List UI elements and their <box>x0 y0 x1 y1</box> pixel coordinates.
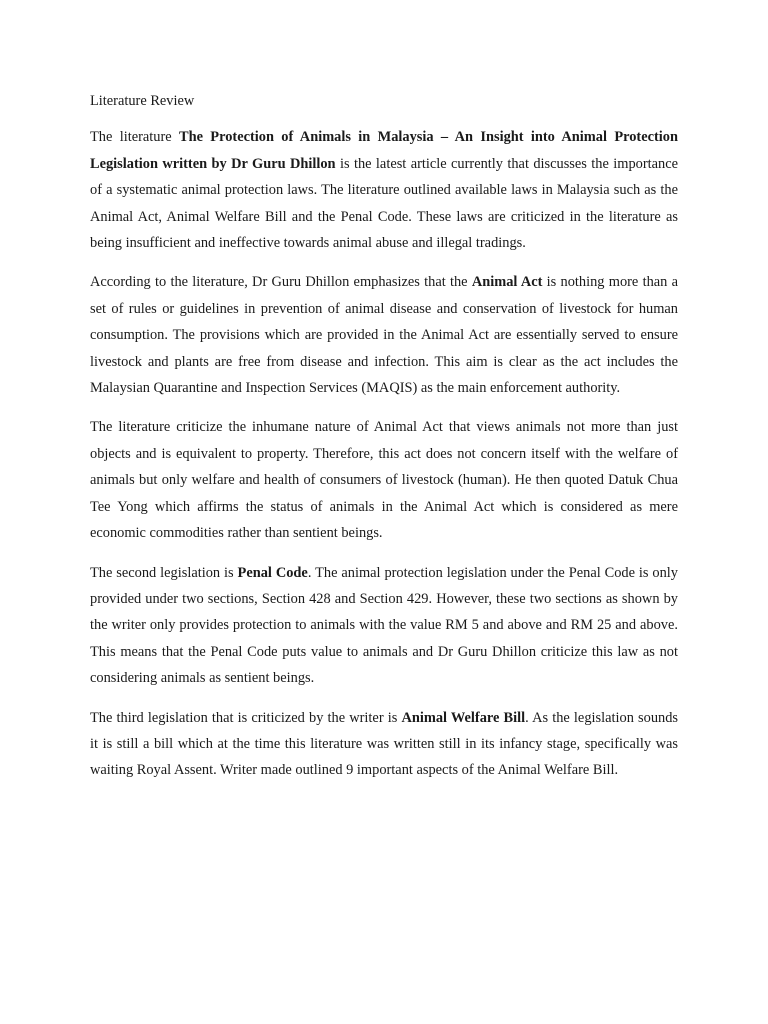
bold-term: Animal Act <box>471 274 543 291</box>
paragraph-1 <box>90 124 678 256</box>
paragraph-5 <box>90 705 678 784</box>
paragraph-text: The second legislation is <box>90 564 238 581</box>
paragraph-text: According to the literature, Dr Guru Dhillon emphasizes that the <box>90 274 472 291</box>
paragraph-4 <box>90 560 678 692</box>
paragraph-text: . The animal protection legislation under the Penal Code is only provided under two sections, Section 428 and Section 429. However, these two sections as shown by the writer only provides protection to animals with the value RM 5 and above and RM 25 and above. This means that the Penal Code puts value to animals and Dr Guru Dhillon criticize this law as not considering animals as sentient beings. <box>90 564 679 687</box>
article-title: The Protection of Animals in Malaysia – An Insight into Animal Protection Legislation written by Dr Guru Dhillon <box>90 129 678 172</box>
paragraph-text: is the latest article currently that discusses the importance of a systematic animal protection laws. The literature outlined available laws in Malaysia such as the Animal Act, Animal Welfare Bill and the Penal Code. These laws are criticized in the literature as being insufficient and ineffective towards animal abuse and illegal tradings. <box>90 155 678 252</box>
paragraph-2 <box>90 269 678 401</box>
document-heading: Literature Review <box>90 93 195 109</box>
document-body <box>90 88 678 797</box>
bold-term: Animal Welfare Bill <box>401 709 526 726</box>
paragraph-text: The literature criticize the inhumane nature of Animal Act that views animals not more than just objects and is equivalent to property. Therefore, this act does not concern itself with the welfare of animals but only welfare and health of consumers of livestock (human). He then quoted Datuk Chua Tee Yong which affirms the status of animals in the Animal Act which is considered as mere economic commodities rather than sentient beings. <box>90 419 678 542</box>
paragraph-text: The third legislation that is criticized by the writer is <box>90 709 402 726</box>
paragraph-3 <box>90 414 678 546</box>
paragraph-text: is nothing more than a set of rules or guidelines in prevention of animal disease and conservation of livestock for human consumption. The provisions which are provided in the Animal Act are essentially served to ensure livestock and plants are free from disease and infection. This aim is clear as the act includes the Malaysian Quarantine and Inspection Services (MAQIS) as the main enforcement authority. <box>90 274 678 397</box>
paragraph-text: . As the legislation sounds it is still a bill which at the time this literature was written still in its infancy stage, specifically was waiting Royal Assent. Writer made outlined 9 important aspects of the Animal Welfare Bill. <box>90 709 679 779</box>
bold-term: Penal Code <box>237 564 308 581</box>
paragraph-text: The literature <box>90 129 179 146</box>
